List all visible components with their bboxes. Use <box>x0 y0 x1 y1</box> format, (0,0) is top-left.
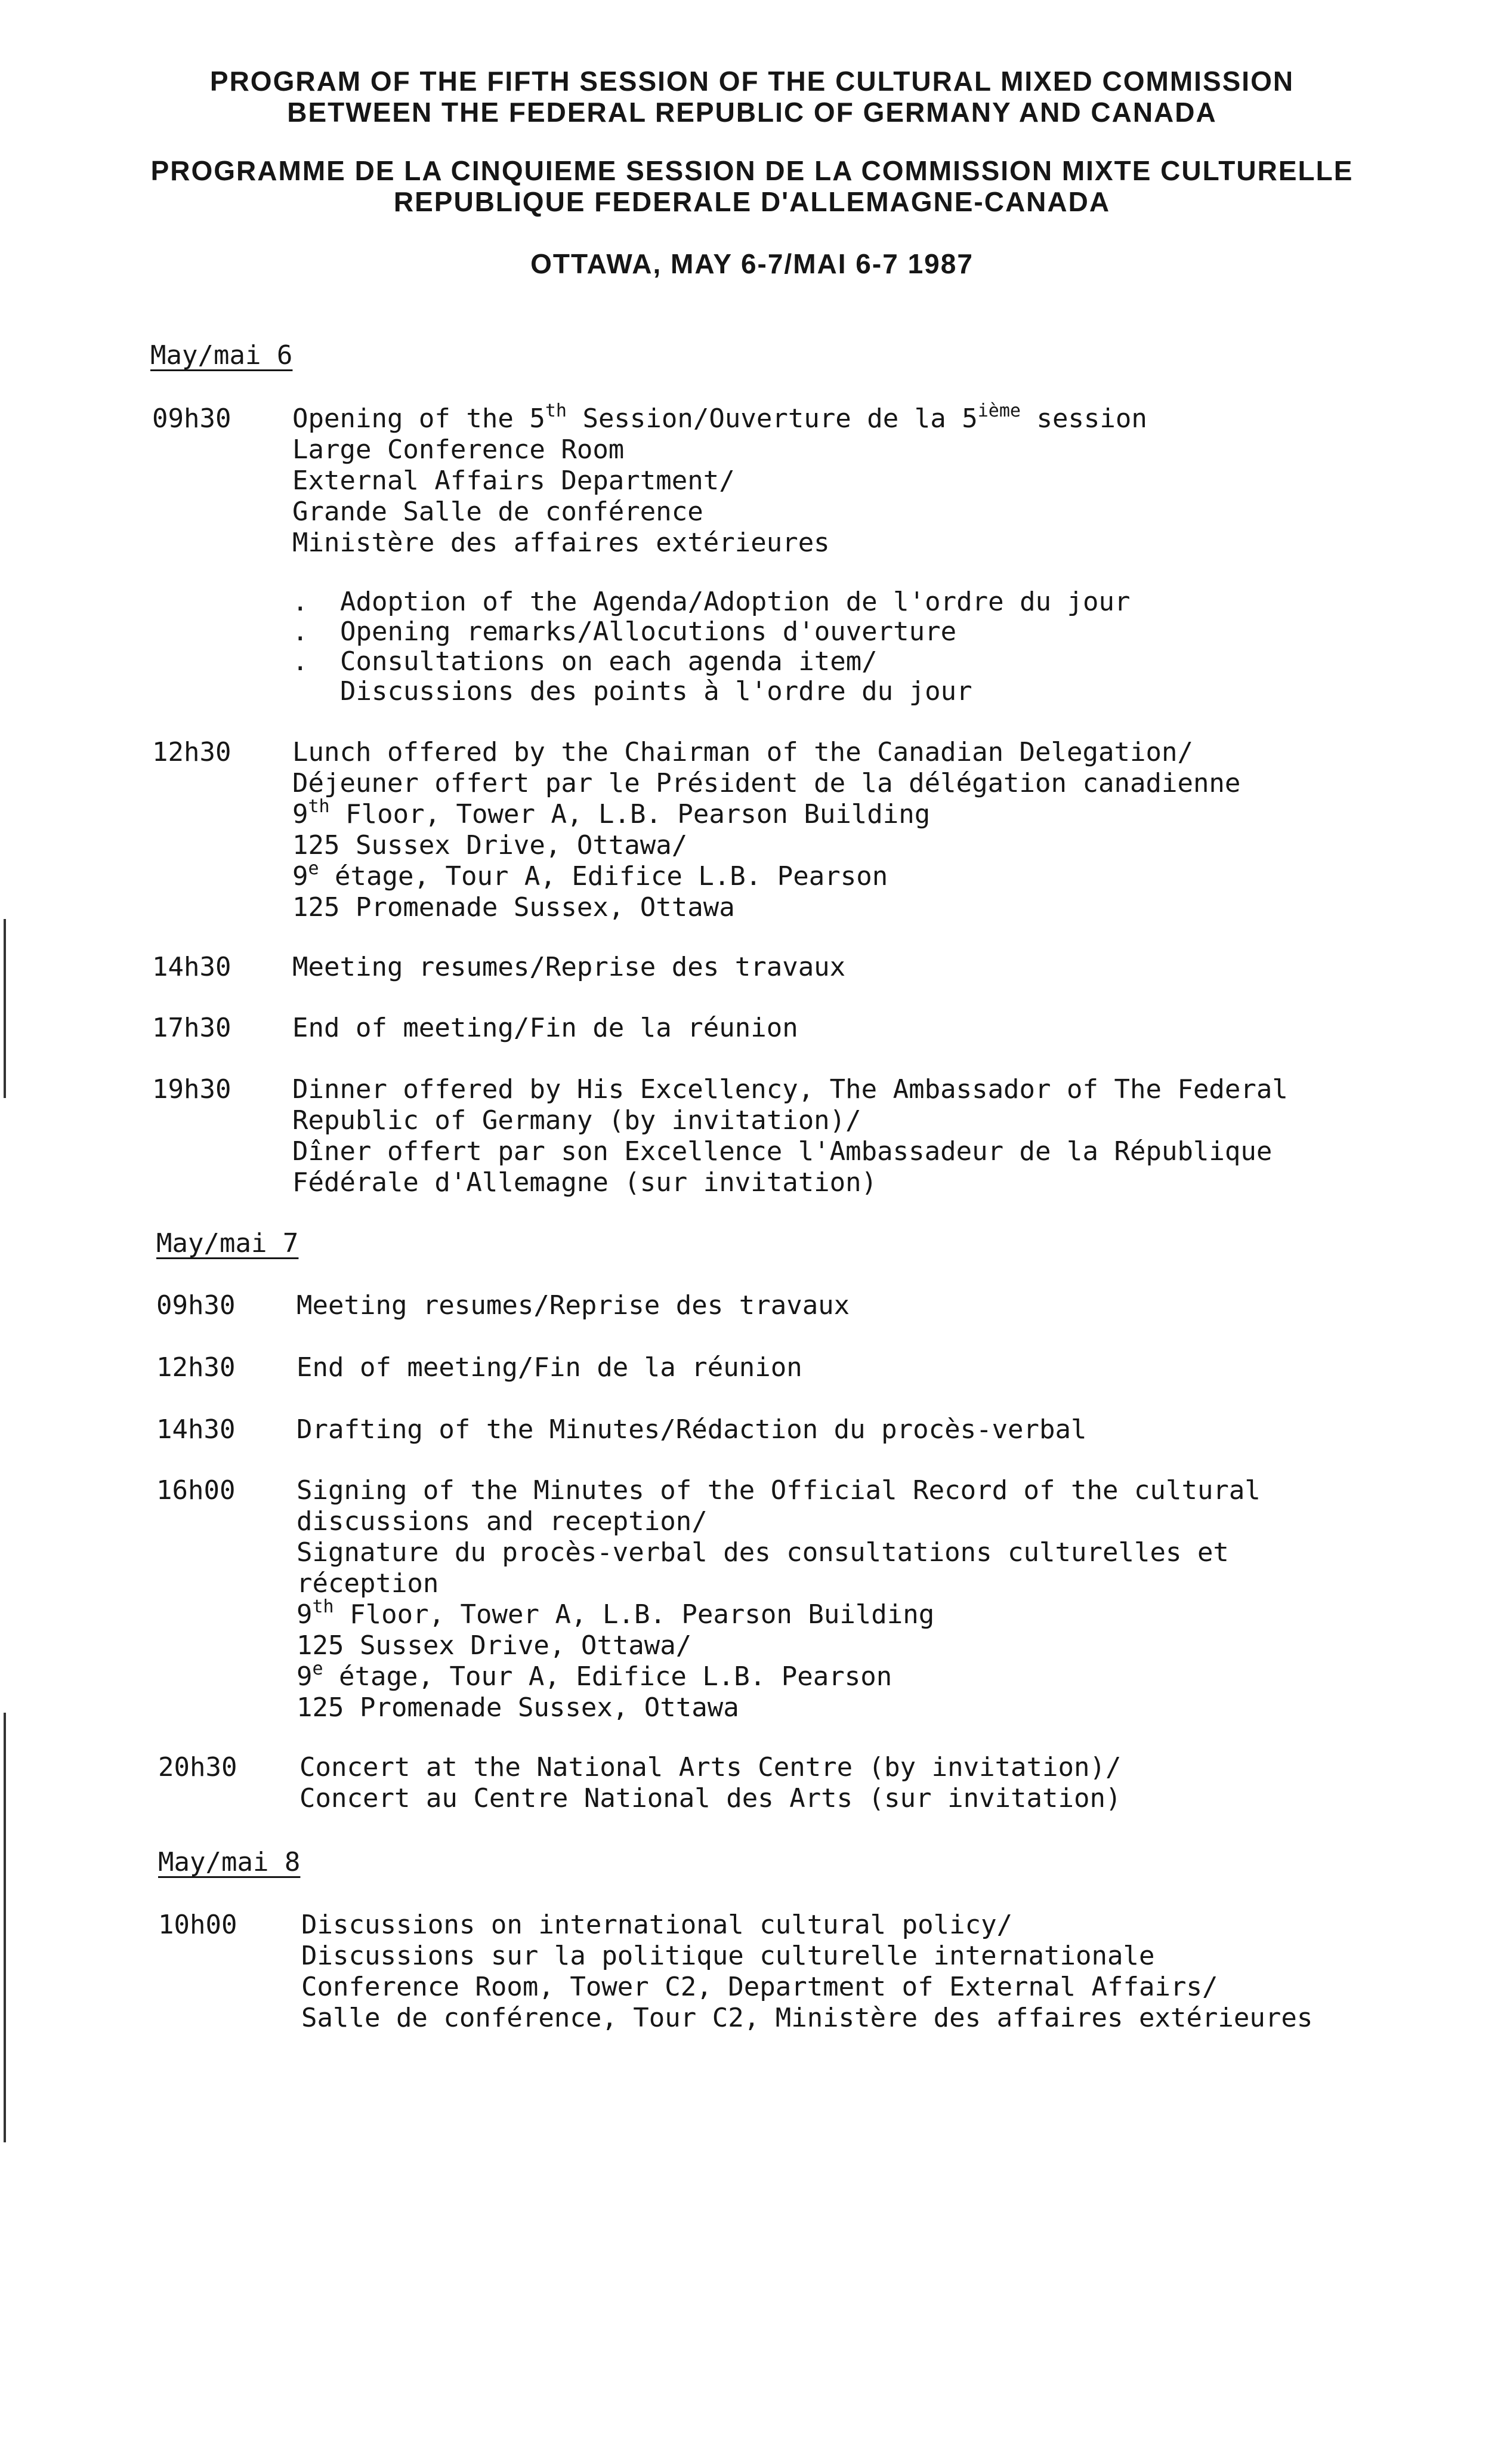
agenda-bullet <box>292 617 1147 647</box>
entry-details <box>297 1414 1087 1445</box>
entry-line: Signature du procès-verbal des consultations culturelles et <box>297 1537 1229 1568</box>
scan-edge-mark <box>4 1713 6 2142</box>
entry-line: Déjeuner offert par le Président de la délégation canadienne <box>292 768 1241 798</box>
entry-line: Concert au Centre National des Arts (sur invitation) <box>299 1783 1122 1814</box>
entry-details <box>299 1752 1122 1814</box>
entry-line: Dinner offered by His Excellency, The Ambassador of The Federal <box>292 1074 1288 1105</box>
entry-details <box>292 1074 1288 1198</box>
day-heading-may-6: May/mai 6 <box>150 340 293 371</box>
entry-time: 10h00 <box>158 1910 237 1940</box>
entry-details <box>297 1475 1261 1723</box>
entry-line <box>292 858 1240 892</box>
entry-time: 12h30 <box>156 1352 236 1383</box>
superscript: th <box>545 400 567 421</box>
entry-line: External Affairs Department/ <box>292 465 735 496</box>
entry-details <box>292 1013 798 1044</box>
entry-line: 125 Sussex Drive, Ottawa/ <box>297 1630 692 1661</box>
entry-line <box>297 1596 1261 1630</box>
entry-time: 09h30 <box>152 403 231 434</box>
text-span: Floor, Tower A, L.B. Pearson Building <box>329 799 931 829</box>
entry-line: Fédérale d'Allemagne (sur invitation) <box>292 1167 878 1198</box>
entry-line: Concert at the National Arts Centre (by invitation)/ <box>299 1752 1122 1783</box>
place-and-date: OTTAWA, MAY 6-7/MAI 6-7 1987 <box>530 248 974 279</box>
entry-line: 125 Sussex Drive, Ottawa/ <box>292 830 688 861</box>
entry-line: Meeting resumes/Reprise des travaux <box>292 952 846 982</box>
entry-line <box>297 1658 1261 1692</box>
text-span: 9 <box>292 799 308 829</box>
entry-line: Salle de conférence, Tour C2, Ministère des affaires extérieures <box>301 2003 1313 2033</box>
agenda-bullet <box>292 647 1147 677</box>
entry-time: 20h30 <box>158 1752 237 1783</box>
entry-time: 14h30 <box>152 952 231 982</box>
entry-details <box>292 737 1240 923</box>
entry-time: 16h00 <box>156 1475 236 1506</box>
superscript: th <box>312 1596 334 1617</box>
agenda-bullet <box>292 587 1147 617</box>
entry-details <box>301 1910 1312 2034</box>
entry-line: Lunch offered by the Chairman of the Canadian Delegation/ <box>292 737 1193 767</box>
text-span: session <box>1020 403 1147 434</box>
entry-line: Large Conference Room <box>292 434 625 465</box>
entry-line: Drafting of the Minutes/Rédaction du procès-verbal <box>297 1414 1087 1445</box>
entry-line: 125 Promenade Sussex, Ottawa <box>292 892 735 923</box>
text-span: 9 <box>297 1599 313 1630</box>
scan-edge-mark <box>4 919 6 1098</box>
entry-line <box>292 400 1147 434</box>
title-english <box>0 66 1504 128</box>
title-english-line-2: BETWEEN THE FEDERAL REPUBLIC OF GERMANY AND CANADA <box>287 97 1217 128</box>
text-span: Opening of the 5 <box>292 403 545 434</box>
superscript: e <box>312 1658 323 1679</box>
entry-line: Discussions on international cultural policy/ <box>301 1910 1013 1940</box>
entry-details <box>297 1290 850 1321</box>
superscript: ième <box>977 400 1021 421</box>
superscript: e <box>308 858 319 879</box>
bullet-text: Discussions des points à l'ordre du jour <box>340 676 972 707</box>
entry-line <box>292 796 1240 830</box>
entry-details <box>297 1352 802 1383</box>
entry-time: 17h30 <box>152 1013 231 1043</box>
text-span: Floor, Tower A, L.B. Pearson Building <box>333 1599 935 1630</box>
bullet-dot-icon: . <box>292 587 308 617</box>
entry-line: Grande Salle de conférence <box>292 496 703 527</box>
text-span: Session/Ouverture de la 5 <box>566 403 978 434</box>
text-span: étage, Tour A, Edifice L.B. Pearson <box>319 861 888 892</box>
title-english-line-1: PROGRAM OF THE FIFTH SESSION OF THE CULTURAL MIXED COMMISSION <box>209 66 1295 97</box>
entry-line: Dîner offert par son Excellence l'Ambassadeur de la République <box>292 1136 1273 1167</box>
entry-line: 125 Promenade Sussex, Ottawa <box>297 1692 739 1723</box>
entry-line: End of meeting/Fin de la réunion <box>292 1013 798 1043</box>
entry-time: 19h30 <box>152 1074 231 1105</box>
entry-line: End of meeting/Fin de la réunion <box>297 1352 802 1383</box>
title-french <box>0 155 1504 217</box>
entry-details <box>292 400 1147 707</box>
entry-line: Conference Room, Tower C2, Department of External Affairs/ <box>301 1972 1218 2002</box>
bullet-dot-icon: . <box>292 616 308 647</box>
day-heading-may-8: May/mai 8 <box>158 1847 301 1877</box>
text-span: 9 <box>292 861 308 892</box>
entry-line: Meeting resumes/Reprise des travaux <box>297 1290 850 1321</box>
bullet-dot-icon: . <box>292 646 308 677</box>
bullet-text: Adoption of the Agenda/Adoption de l'ordre du jour <box>340 587 1131 617</box>
text-span: 9 <box>297 1661 313 1692</box>
entry-details <box>292 952 845 983</box>
text-span: étage, Tour A, Edifice L.B. Pearson <box>323 1661 892 1692</box>
title-french-line-2: REPUBLIQUE FEDERALE D'ALLEMAGNE-CANADA <box>393 186 1111 217</box>
agenda-bullet-continuation <box>292 677 1147 707</box>
title-french-line-1: PROGRAMME DE LA CINQUIEME SESSION DE LA COMMISSION MIXTE CULTURELLE <box>150 155 1354 186</box>
entry-line: discussions and reception/ <box>297 1506 708 1537</box>
entry-line: réception <box>297 1568 439 1599</box>
superscript: th <box>308 796 330 817</box>
entry-line: Discussions sur la politique culturelle internationale <box>301 1941 1155 1971</box>
bullet-text: Opening remarks/Allocutions d'ouverture <box>340 616 957 647</box>
bullet-text: Consultations on each agenda item/ <box>340 646 878 677</box>
entry-line: Signing of the Minutes of the Official Record of the cultural <box>297 1475 1261 1506</box>
entry-time: 09h30 <box>156 1290 236 1321</box>
day-heading-may-7: May/mai 7 <box>156 1228 299 1259</box>
entry-line: Ministère des affaires extérieures <box>292 528 830 558</box>
entry-time: 12h30 <box>152 737 231 767</box>
entry-line: Republic of Germany (by invitation)/ <box>292 1105 861 1136</box>
entry-time: 14h30 <box>156 1414 236 1445</box>
